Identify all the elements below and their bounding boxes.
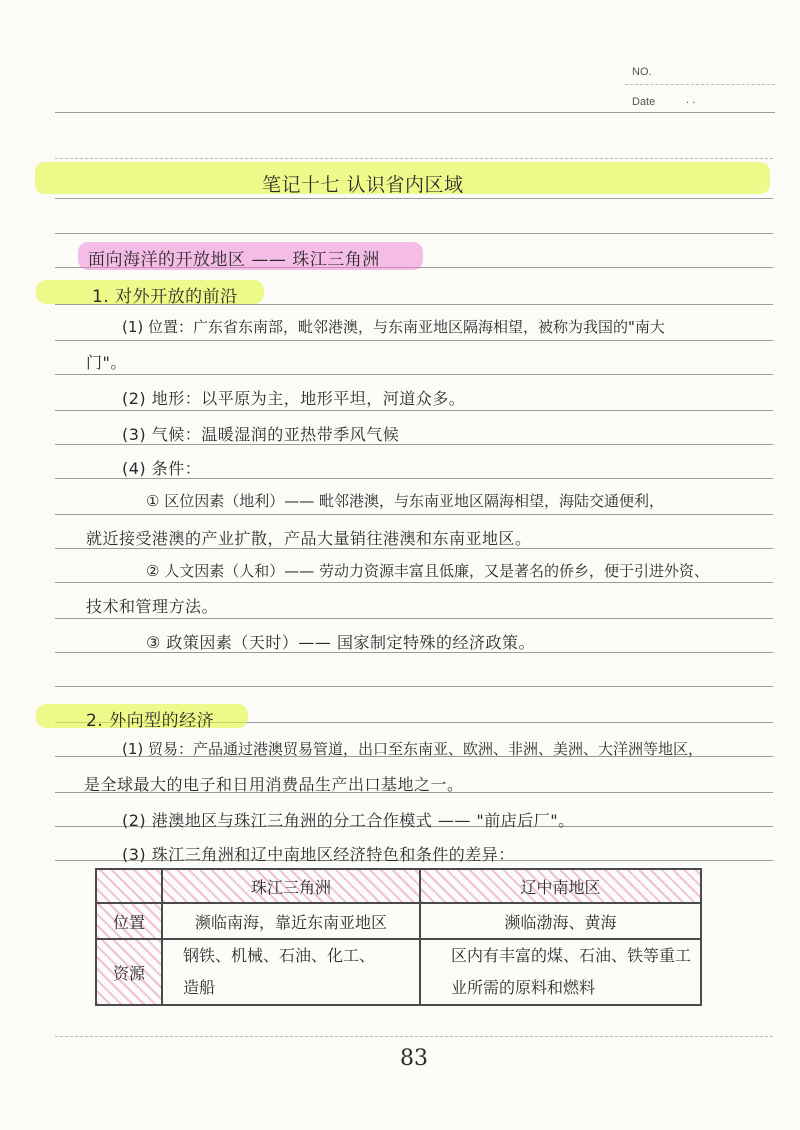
- table-cell: 濒临南海，靠近东南亚地区: [162, 903, 420, 939]
- page-number: 83: [400, 1046, 428, 1071]
- condition-1-line-2: 就近接受港澳的产业扩散，产品大量销往港澳和东南亚地区。: [86, 529, 532, 548]
- table-cell-line: 造船: [183, 978, 216, 997]
- table-row-label: 位置: [96, 903, 162, 939]
- terrain-line: (2) 地形：以平原为主，地形平坦，河道众多。: [122, 389, 466, 408]
- climate-line: (3) 气候：温暖湿润的亚热带季风气候: [122, 425, 400, 444]
- table-cell-line: 钢铁、机械、石油、化工、: [183, 946, 376, 965]
- date-line: [625, 112, 775, 113]
- trade-line-2: 是全球最大的电子和日用消费品生产出口基地之一。: [84, 775, 464, 794]
- date-separator: . .: [686, 94, 696, 106]
- cooperation-line: (2) 港澳地区与珠江三角洲的分工合作模式 —— "前店后厂"。: [122, 811, 575, 830]
- location-line-1: (1) 位置：广东省东南部，毗邻港澳，与东南亚地区隔海相望，被称为我国的"南大: [122, 318, 665, 336]
- ruled-line: [55, 374, 773, 375]
- no-line: [625, 84, 775, 85]
- heading-1: 1. 对外开放的前沿: [92, 287, 238, 307]
- table-header-cell: 珠江三角洲: [162, 869, 420, 903]
- no-label: NO.: [632, 66, 652, 78]
- ruled-line: [55, 233, 773, 234]
- difference-line: (3) 珠江三角洲和辽中南地区经济特色和条件的差异：: [122, 845, 515, 864]
- table-corner-cell: [96, 869, 162, 903]
- ruled-line: [55, 198, 773, 199]
- table-cell: [162, 939, 420, 1005]
- condition-3-line: ③ 政策因素（天时）—— 国家制定特殊的经济政策。: [146, 633, 536, 652]
- table-cell: 濒临渤海、黄海: [420, 903, 701, 939]
- ruled-line: [55, 410, 773, 411]
- section-title: 面向海洋的开放地区 —— 珠江三角洲: [88, 250, 380, 270]
- ruled-line: [55, 112, 625, 113]
- table-cell-line: 业所需的原料和燃料: [451, 978, 596, 997]
- table-row-label: 资源: [96, 939, 162, 1005]
- table-cell: [420, 939, 701, 1005]
- ruled-line: [55, 1036, 773, 1037]
- ruled-line: [55, 158, 773, 159]
- ruled-line: [55, 618, 773, 619]
- location-line-2: 门"。: [86, 353, 127, 372]
- heading-2: 2. 外向型的经济: [86, 711, 215, 731]
- condition-1-line-1: ① 区位因素（地利）—— 毗邻港澳，与东南亚地区隔海相望，海陆交通便利，: [146, 492, 664, 510]
- ruled-line: [55, 582, 773, 583]
- trade-line-1: (1) 贸易：产品通过港澳贸易管道，出口至东南亚、欧洲、非洲、美洲、大洋洲等地区，: [122, 740, 704, 758]
- table-cell-line: 区内有丰富的煤、石油、铁等重工: [451, 946, 692, 965]
- ruled-line: [55, 340, 773, 341]
- date-label: Date: [632, 96, 656, 108]
- note-title: 笔记十七 认识省内区域: [262, 174, 464, 196]
- condition-2-line-1: ② 人文因素（人和）—— 劳动力资源丰富且低廉，又是著名的侨乡，便于引进外资、: [146, 562, 709, 580]
- comparison-table: [95, 868, 702, 1006]
- condition-2-line-2: 技术和管理方法。: [86, 597, 219, 616]
- ruled-line: [55, 686, 773, 687]
- ruled-line: [55, 514, 773, 515]
- table-header-cell: 辽中南地区: [420, 869, 701, 903]
- conditions-line: (4) 条件：: [122, 459, 202, 478]
